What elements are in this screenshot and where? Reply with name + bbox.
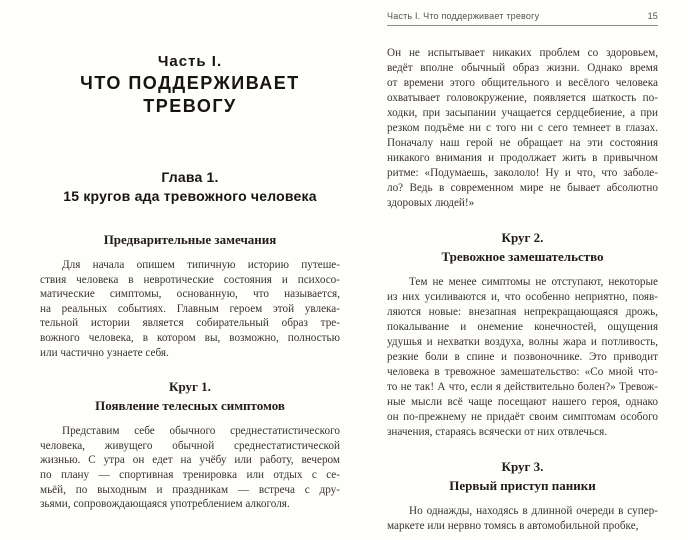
text-line: маркете или нервно томясь в автомобильной пробке,: [387, 520, 639, 532]
text-line: никакого внимания и продолжает жить в привычном: [387, 152, 658, 164]
text-line: Он не испытывает никаких проблем со здоровьем,: [387, 47, 658, 59]
chapter-title: 15 кругов ада тревожного человека: [63, 188, 317, 204]
text-line: мьёй, по выходным и праздникам — встреча с дру-: [40, 483, 340, 496]
right-page: [387, 0, 658, 540]
text-line: ные мысли всё чаще посещают нашего героя, однако: [387, 396, 658, 408]
text-line: Поначалу наш герой не обращает на эти состояния: [387, 137, 658, 149]
section-heading-line: Круг 1.: [169, 379, 211, 395]
section-heading-line: Круг 3.: [501, 459, 544, 474]
text-line: здоровых людей!»: [387, 197, 475, 209]
text-line: человека в тревожное замешательство: «Со мной что-: [387, 366, 658, 378]
text-line: резкие боли в спине и позвоночнике. Это приводит: [387, 351, 658, 363]
text-line: тельной истории является собирательный образ тре-: [40, 317, 340, 330]
paragraph: [387, 275, 658, 440]
text-line: от времени этого общительного и весёлого человека: [387, 77, 658, 89]
part-title-line-1: ЧТО ПОДДЕРЖИВАЕТ: [80, 73, 300, 93]
part-title-line-2: ТРЕВОГУ: [143, 96, 237, 116]
section-heading-line: Появление телесных симптомов: [95, 398, 285, 414]
section-heading: [387, 457, 658, 495]
text-line: или частично узнаете себя.: [40, 346, 169, 359]
text-line: Представим себе обычного среднестатистического: [62, 425, 340, 438]
paragraph: [387, 46, 658, 211]
text-line: вожного человека, в котором вы, возможно, полностью: [40, 331, 340, 344]
text-line: ствия человека в невротические состояния и психосо-: [40, 273, 340, 286]
text-line: матические симптомы, основанную, что называется,: [40, 288, 340, 301]
text-line: жизнью. С утра он едет на учёбу или работу, вечером: [40, 454, 340, 467]
text-line: по плану — спортивная тренировка или отдых с се-: [40, 468, 340, 481]
chapter-heading: [40, 168, 340, 206]
text-line: человека, живущего обычной среднестатистической: [40, 439, 340, 452]
paragraph: [387, 504, 658, 534]
text-line: Но однажды, находясь в длинной очереди в супер-: [409, 505, 658, 517]
chapter-label: Глава 1.: [161, 169, 219, 185]
part-label: Часть I.: [157, 53, 223, 70]
text-line: на реальных событиях. Главным героем этой увлека-: [40, 302, 340, 315]
text-line: из них усиливаются и, что особенно неприятно, появ-: [387, 291, 658, 303]
text-line: ляются новые: внезапная непрекращающаяся дрожь,: [387, 306, 658, 318]
text-line: Для начала опишем типичную историю путеше-: [62, 259, 340, 271]
section-heading: [40, 230, 340, 249]
paragraph: [40, 258, 340, 360]
running-head: [387, 11, 658, 26]
page-number: 15: [647, 11, 658, 21]
section-heading-line: Предварительные замечания: [103, 232, 277, 247]
text-line: покалывание и онемение конечностей, ощущения: [387, 321, 658, 333]
section-heading: [387, 228, 658, 266]
text-line: резком подъёме ни с того ни с сего темнеет в глазах.: [387, 122, 658, 134]
part-title: [40, 72, 340, 118]
section-heading-line: Первый приступ паники: [449, 478, 596, 493]
running-title: Часть I. Что поддерживает тревогу: [387, 11, 540, 21]
text-line: значения, стараясь всячески от них отвлечься.: [387, 426, 608, 438]
section-heading: [40, 377, 340, 415]
section-heading-line: Тревожное замешательство: [441, 249, 604, 264]
text-line: ритме: «Подумаешь, закололо! Ну и что, что заболе-: [387, 167, 658, 179]
left-page-text: [40, 230, 340, 512]
text-line: он по-прежнему не придаёт своим симптомам особого: [387, 411, 658, 423]
paragraph: [40, 424, 340, 512]
text-line: Тем не менее симптомы не отступают, некоторые: [409, 276, 658, 288]
left-page: [40, 0, 340, 540]
text-line: ведёт вполне обычный образ жизни. Однако время: [387, 62, 658, 74]
section-heading-line: Круг 2.: [501, 230, 544, 245]
text-line: то не так! А что, если я действительно болен?» Тревож-: [387, 381, 658, 393]
text-line: охватывает головокружение, появляется шаткость по-: [387, 92, 658, 104]
text-line: удушья и нехватки воздуха, волны жара и потливость,: [387, 336, 658, 348]
text-line: ходки, при засыпании учащается сердцебиение, а при: [387, 107, 658, 119]
right-page-text: [387, 46, 658, 534]
text-line: ло? Ведь в современном мире не бывает абсолютно: [387, 182, 658, 194]
text-line: зьями, сопровождающаяся употреблением алкоголя.: [40, 498, 290, 511]
